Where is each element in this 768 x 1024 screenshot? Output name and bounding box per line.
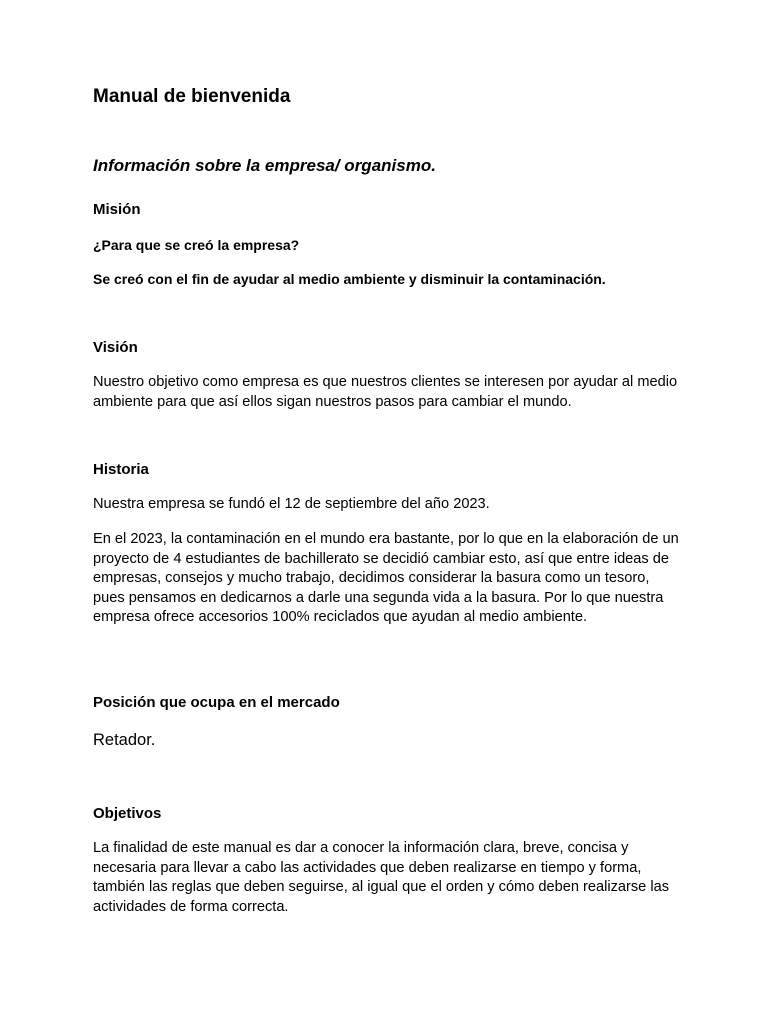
historia-paragraph-2: En el 2023, la contaminación en el mundo era bastante, por lo que en la elaboración de un proyecto de 4 estudiantes de bachillerato se decidió cambiar esto, así que entre ideas de empresas, consejos y mucho trabajo, decidimos considerar la basura como un tesoro, pues pensamos en dedicarnos a darle una segunda vida a la basura. Por lo que nuestra empresa ofrece accesorios 100% reciclados que ayudan al medio ambiente. bbox=[93, 531, 679, 626]
mision-question: ¿Para que se creó la empresa? bbox=[93, 237, 300, 253]
mision-answer: Se creó con el fin de ayudar al medio ambiente y disminuir la contaminación. bbox=[93, 271, 606, 287]
vision-heading: Visión bbox=[93, 339, 138, 356]
vision-text: Nuestro objetivo como empresa es que nuestros clientes se interesen por ayudar al medio ambiente para que así ellos sigan nuestros pasos para cambiar el mundo. bbox=[93, 374, 678, 410]
historia-paragraph-1: Nuestra empresa se fundó el 12 de septiembre del año 2023. bbox=[93, 496, 490, 512]
posicion-heading: Posición que ocupa en el mercado bbox=[93, 694, 340, 711]
objetivos-text: La finalidad de este manual es dar a conocer la información clara, breve, concisa y necesaria para llevar a cabo las actividades que deben realizarse en tiempo y forma, también las reglas que deben seguirse, al igual que el orden y cómo deben realizarse las actividades de forma correcta. bbox=[93, 840, 669, 915]
objetivos-heading: Objetivos bbox=[93, 805, 162, 822]
mision-heading: Misión bbox=[93, 201, 141, 218]
historia-heading: Historia bbox=[93, 461, 149, 478]
posicion-text: Retador. bbox=[93, 731, 156, 749]
document-subtitle: Información sobre la empresa/ organismo. bbox=[93, 156, 436, 175]
document-title: Manual de bienvenida bbox=[93, 86, 291, 107]
